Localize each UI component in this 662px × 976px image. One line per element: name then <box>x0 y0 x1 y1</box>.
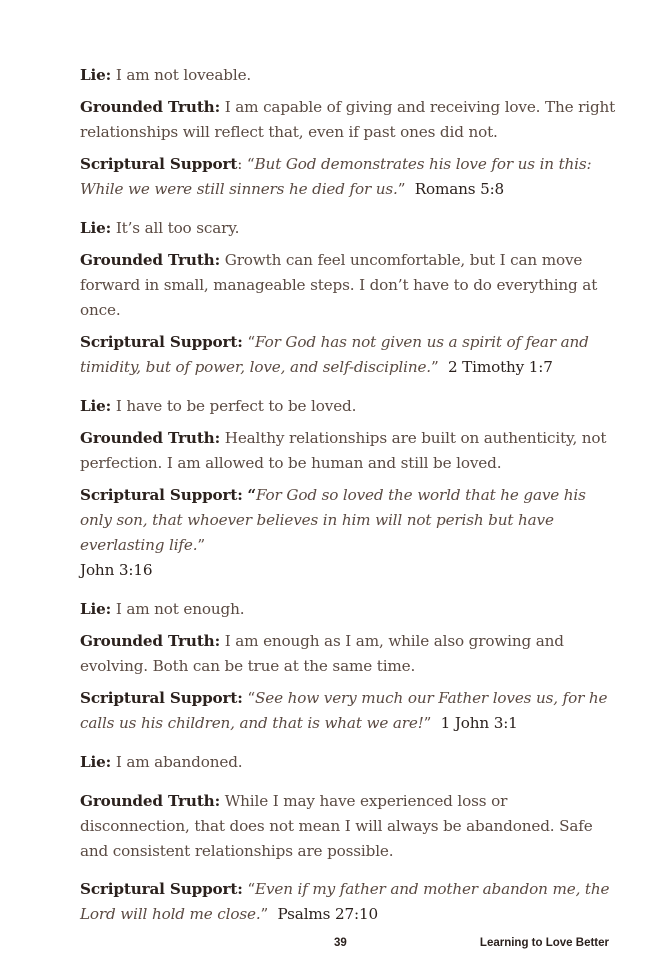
scripture-reference: Romans 5:8 <box>414 180 505 198</box>
lie-label: Lie: <box>80 219 112 237</box>
truth-line <box>80 789 620 864</box>
lie-line <box>80 63 620 88</box>
support-line <box>80 877 620 927</box>
truth-label: Grounded Truth: <box>80 251 221 269</box>
truth-label: Grounded Truth: <box>80 792 221 810</box>
open-quote: “ <box>247 880 256 898</box>
scripture-reference: 1 John 3:1 <box>440 714 518 732</box>
lie-line <box>80 216 620 241</box>
lie-label: Lie: <box>80 397 112 415</box>
scripture-quote: For God so loved the world that he gave his only son, that whoever believes in him will not perish but have everlasting life. <box>80 486 586 554</box>
lie-text: I am not enough. <box>115 600 245 618</box>
support-label: Scriptural Support: <box>80 880 243 898</box>
truth-text: I am capable of giving and receiving love. The right relationships will reflect that, even if past ones did not. <box>80 98 616 141</box>
lie-line <box>80 597 620 622</box>
scripture-reference: Psalms 27:10 <box>277 905 379 923</box>
entry-5 <box>80 750 620 927</box>
truth-text: While I may have experienced loss or disconnection, that does not mean I will always be abandoned. Safe and consistent relationships are possible. <box>80 792 593 860</box>
lie-text: I am not loveable. <box>115 66 252 84</box>
truth-label: Grounded Truth: <box>80 632 221 650</box>
page-number: 39 <box>334 937 347 949</box>
scripture-quote: For God has not given us a spirit of fear and timidity, but of power, love, and self-discipline. <box>80 333 589 376</box>
scripture-reference: John 3:16 <box>80 561 153 579</box>
support-line <box>80 686 620 736</box>
lie-line <box>80 394 620 419</box>
support-line <box>80 152 620 202</box>
close-quote: ” <box>260 905 269 923</box>
lie-line <box>80 750 620 775</box>
close-quote: ” <box>423 714 432 732</box>
lie-text: I am abandoned. <box>115 753 243 771</box>
truth-line <box>80 95 620 145</box>
support-label: Scriptural Support: <box>80 486 243 504</box>
support-line <box>80 330 620 380</box>
support-line <box>80 483 620 583</box>
running-book-title: Learning to Love Better <box>479 937 609 949</box>
scripture-quote: But God demonstrates his love for us in this: While we were still sinners he died for us. <box>80 155 592 198</box>
close-quote: ” <box>197 536 206 554</box>
truth-line <box>80 426 620 476</box>
truth-label: Grounded Truth: <box>80 429 221 447</box>
open-quote: “ <box>247 333 256 351</box>
close-quote: ” <box>430 358 439 376</box>
truth-text: I am enough as I am, while also growing and evolving. Both can be true at the same time. <box>80 632 564 675</box>
lie-label: Lie: <box>80 66 112 84</box>
entry-2 <box>80 216 620 380</box>
support-label: Scriptural Support: <box>80 689 243 707</box>
close-quote: ” <box>397 180 406 198</box>
entry-3 <box>80 394 620 583</box>
open-quote: “ <box>247 486 256 504</box>
support-label: Scriptural Support <box>80 155 238 173</box>
scripture-quote: See how very much our Father loves us, for he calls us his children, and that is what we are! <box>80 689 608 732</box>
lie-text: I have to be perfect to be loved. <box>115 397 357 415</box>
truth-label: Grounded Truth: <box>80 98 221 116</box>
support-label: Scriptural Support: <box>80 333 243 351</box>
page-footer <box>0 937 662 955</box>
entry-1 <box>80 63 620 202</box>
truth-line <box>80 248 620 323</box>
truth-line <box>80 629 620 679</box>
entry-4 <box>80 597 620 736</box>
truth-text: Growth can feel uncomfortable, but I can move forward in small, manageable steps. I don’t have to do everything at once. <box>80 251 598 319</box>
scripture-reference: 2 Timothy 1:7 <box>447 358 553 376</box>
truth-text: Healthy relationships are built on authenticity, not perfection. I am allowed to be human and still be loved. <box>80 429 607 472</box>
scripture-quote: Even if my father and mother abandon me, the Lord will hold me close. <box>80 880 610 923</box>
lie-label: Lie: <box>80 753 112 771</box>
support-colon: : <box>237 155 243 173</box>
open-quote: “ <box>246 155 255 173</box>
page-content <box>80 63 620 941</box>
lie-text: It’s all too scary. <box>115 219 240 237</box>
open-quote: “ <box>247 689 256 707</box>
lie-label: Lie: <box>80 600 112 618</box>
